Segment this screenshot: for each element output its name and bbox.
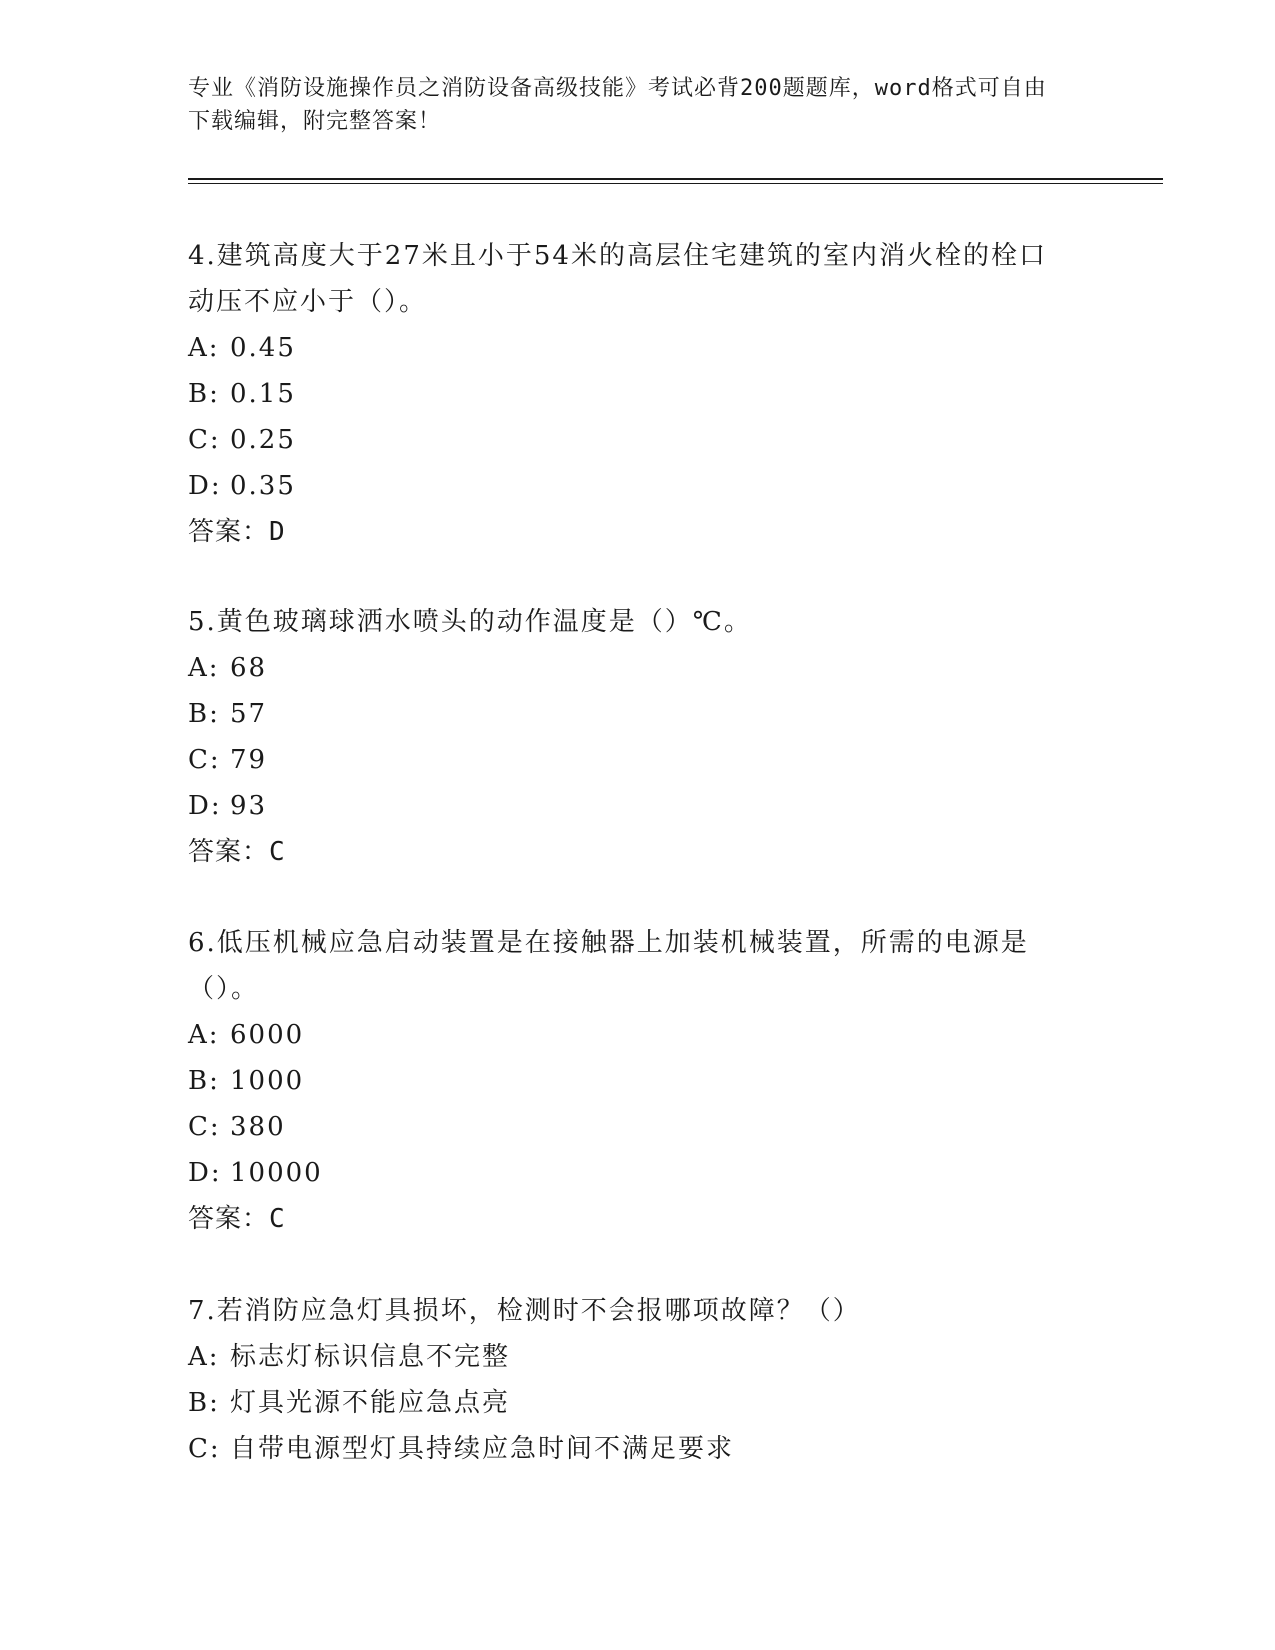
option-label: D: xyxy=(188,471,222,501)
option-value: 10000 xyxy=(230,1158,323,1188)
option-c xyxy=(188,1104,1068,1150)
option-label: B: xyxy=(188,1066,220,1096)
option-value: 自带电源型灯具持续应急时间不满足要求 xyxy=(230,1434,735,1464)
option-label: A: xyxy=(188,1342,220,1372)
option-b xyxy=(188,1058,1068,1104)
option-value: 0.35 xyxy=(230,471,296,501)
option-value: 57 xyxy=(230,699,268,729)
option-value: 0.15 xyxy=(230,379,296,409)
option-value: 标志灯标识信息不完整 xyxy=(230,1342,511,1372)
option-a xyxy=(188,325,1068,371)
option-label: A: xyxy=(188,1020,220,1050)
option-label: B: xyxy=(188,1388,220,1418)
option-value: 灯具光源不能应急点亮 xyxy=(230,1388,511,1418)
option-b xyxy=(188,371,1068,417)
option-label: A: xyxy=(188,333,220,363)
option-value: 380 xyxy=(230,1112,286,1142)
option-b xyxy=(188,1380,1068,1426)
option-a xyxy=(188,645,1068,691)
option-label: D: xyxy=(188,791,222,821)
option-label: B: xyxy=(188,379,220,409)
option-d xyxy=(188,463,1068,509)
option-label: A: xyxy=(188,653,220,683)
option-label: C: xyxy=(188,745,221,775)
option-label: C: xyxy=(188,1434,221,1464)
question-6 xyxy=(188,920,1068,1242)
option-label: C: xyxy=(188,1112,221,1142)
option-c xyxy=(188,737,1068,783)
option-a xyxy=(188,1012,1068,1058)
question-text: 5.黄色玻璃球洒水喷头的动作温度是（）℃。 xyxy=(188,607,752,637)
option-value: 79 xyxy=(230,745,268,775)
question-5 xyxy=(188,599,1068,875)
header-rule-thick xyxy=(188,178,1163,180)
option-label: B: xyxy=(188,699,220,729)
option-b xyxy=(188,691,1068,737)
option-value: 68 xyxy=(230,653,268,683)
option-value: 6000 xyxy=(230,1020,305,1050)
question-text: 4.建筑高度大于27米且小于54米的高层住宅建筑的室内消火栓的栓口动压不应小于（）。 xyxy=(188,241,1047,317)
answer: 答案：D xyxy=(188,517,286,547)
option-c xyxy=(188,1426,1068,1472)
document-header: 专业《消防设施操作员之消防设备高级技能》考试必背200题题库，word格式可自由下载编辑，附完整答案！ xyxy=(188,76,1047,134)
option-c xyxy=(188,417,1068,463)
option-label: D: xyxy=(188,1158,222,1188)
question-7 xyxy=(188,1288,1068,1472)
question-4 xyxy=(188,233,1068,555)
question-text: 7.若消防应急灯具损坏，检测时不会报哪项故障？（） xyxy=(188,1296,861,1326)
answer: 答案：C xyxy=(188,1204,286,1234)
header-rule-thin xyxy=(188,183,1163,184)
question-text: 6.低压机械应急启动装置是在接触器上加装机械装置，所需的电源是（）。 xyxy=(188,928,1029,1004)
option-value: 93 xyxy=(230,791,268,821)
option-value: 1000 xyxy=(230,1066,305,1096)
answer: 答案：C xyxy=(188,837,286,867)
option-value: 0.45 xyxy=(230,333,296,363)
option-d xyxy=(188,1150,1068,1196)
option-label: C: xyxy=(188,425,221,455)
option-d xyxy=(188,783,1068,829)
option-a xyxy=(188,1334,1068,1380)
option-value: 0.25 xyxy=(230,425,296,455)
